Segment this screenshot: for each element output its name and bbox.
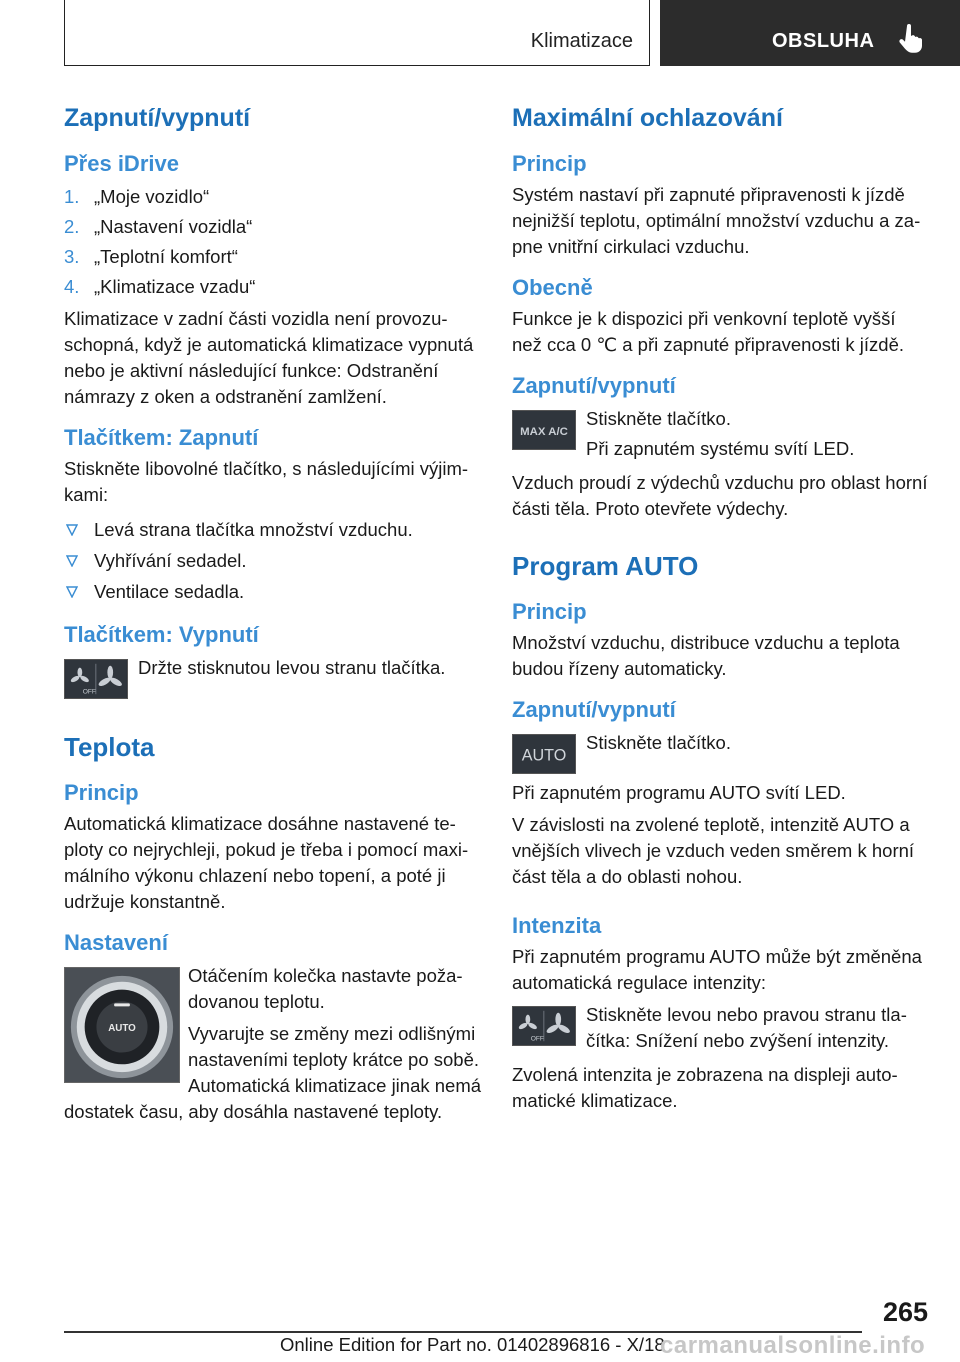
max-ac-note: Vzduch proudí z výdechů vzduchu pro oblast horní části těla. Proto otevřete výdechy. bbox=[512, 472, 928, 519]
max-ac-text-1: Stiskněte tlačítko. bbox=[586, 408, 731, 429]
idrive-steps bbox=[64, 182, 482, 302]
step-item bbox=[64, 182, 482, 212]
heading-idrive: Přes iDrive bbox=[64, 151, 179, 176]
max-cooling-principle-text: Systém nastaví při zapnuté připravenosti k jízdě nejnižší teplotu, optimální množství vzduchu a zapne vnitřní cirkulaci vzduchu. bbox=[512, 184, 921, 257]
button-off-row bbox=[64, 655, 482, 703]
max-ac-text-2: Při zapnutém systému svítí LED. bbox=[586, 438, 855, 459]
heading-auto-program: Program AUTO bbox=[512, 551, 699, 581]
heading-principle: Princip bbox=[512, 151, 587, 176]
step-item bbox=[64, 242, 482, 272]
triangle-bullet-icon bbox=[66, 586, 78, 598]
heading-principle: Princip bbox=[64, 780, 139, 805]
idrive-note: Klimatizace v zadní části vozidla není provozuschopná, když je automatická klimatizace vypnutá nebo je aktivní následující funkce: Odstranění námrazy z oken a odstranění zamlžení. bbox=[64, 308, 474, 407]
max-ac-row bbox=[512, 406, 930, 462]
auto-principle-text: Množství vzduchu, distribuce vzduchu a teplota budou řízeny automaticky. bbox=[512, 632, 900, 679]
fan-button-label: OFF bbox=[530, 1035, 544, 1043]
left-column bbox=[64, 100, 482, 1131]
heading-onoff: Zapnutí/vypnutí bbox=[512, 697, 676, 722]
setting-text-1: Otáčením kolečka nastavte požadovanou teplotu. bbox=[188, 965, 463, 1012]
button-on-text: Stiskněte libovolné tlačítko, s následujícími výjimkami: bbox=[64, 458, 469, 505]
heading-temperature: Teplota bbox=[64, 732, 155, 762]
heading-intensity: Intenzita bbox=[512, 913, 602, 938]
header-chapter-label: OBSLUHA bbox=[772, 30, 875, 52]
header-chapter-tab bbox=[660, 0, 960, 66]
list-item bbox=[64, 514, 482, 545]
step-item bbox=[64, 212, 482, 242]
list-item-text: Vyhřívání sedadel. bbox=[94, 550, 247, 571]
heading-principle: Princip bbox=[512, 599, 587, 624]
step-number: 3. bbox=[64, 246, 80, 267]
hand-pointer-icon bbox=[898, 24, 924, 54]
step-number: 1. bbox=[64, 186, 80, 207]
auto-button-image bbox=[512, 734, 576, 774]
list-item bbox=[64, 576, 482, 607]
button-off-text: Držte stisknutou levou stranu tlačítka. bbox=[138, 657, 446, 678]
knob-auto-label: AUTO bbox=[108, 1022, 136, 1034]
heading-button-on: Tlačítkem: Zapnutí bbox=[64, 425, 259, 450]
fan-button-image bbox=[64, 659, 128, 699]
footer-edition: Online Edition for Part no. 01402896816 - X/18 bbox=[280, 1334, 665, 1355]
heading-onoff: Zapnutí/vypnutí bbox=[64, 104, 251, 132]
max-ac-label: MAX A/C bbox=[520, 425, 568, 438]
list-item bbox=[64, 545, 482, 576]
header-section-title: Klimatizace bbox=[530, 30, 633, 52]
temperature-knob-image bbox=[64, 967, 180, 1083]
step-text: „Nastavení vozidla“ bbox=[94, 216, 253, 237]
max-ac-button-image bbox=[512, 410, 576, 450]
step-text: „Teplotní komfort“ bbox=[94, 246, 238, 267]
step-item bbox=[64, 272, 482, 302]
exceptions-list bbox=[64, 514, 482, 607]
heading-onoff: Zapnutí/vypnutí bbox=[512, 373, 676, 398]
list-item-text: Levá strana tlačítka množství vzduchu. bbox=[94, 519, 413, 540]
step-number: 2. bbox=[64, 216, 80, 237]
fan-button-label: OFF bbox=[82, 688, 96, 696]
setting-text-2: Vyvarujte se změny mezi odlišnými nastaveními teploty krátce po sobě. Automatická klimatizace jinak nemá dostatek času, aby dosáhla nastavené teploty. bbox=[64, 1023, 482, 1122]
footer-watermark: carmanualsonline.info bbox=[660, 1332, 926, 1359]
heading-button-off: Tlačítkem: Vypnutí bbox=[64, 622, 259, 647]
auto-text-1: Stiskněte tlačítko. bbox=[586, 732, 731, 753]
intensity-text: Při zapnutém programu AUTO může být změněna automatická regulace intenzity: bbox=[512, 946, 922, 993]
triangle-bullet-icon bbox=[66, 524, 78, 536]
auto-row bbox=[512, 730, 930, 778]
header-box bbox=[64, 0, 650, 66]
step-number: 4. bbox=[64, 276, 80, 297]
temperature-principle-text: Automatická klimatizace dosáhne nastavené teploty co nejrychleji, pokud je třeba i pomocí maximálního výkonu chlazení nebo topení, a poté ji udržuje konstantně. bbox=[64, 813, 469, 912]
heading-setting: Nastavení bbox=[64, 930, 168, 955]
triangle-bullet-icon bbox=[66, 555, 78, 567]
setting-block bbox=[64, 963, 482, 1125]
general-text: Funkce je k dispozici při venkovní teplotě vyšší než cca 0 ℃ a při zapnuté připravenosti k jízdě. bbox=[512, 308, 905, 355]
heading-max-cooling: Maximální ochlazování bbox=[512, 104, 783, 132]
auto-text-2: Při zapnutém programu AUTO svítí LED. bbox=[512, 782, 846, 803]
heading-general: Obecně bbox=[512, 275, 593, 300]
intensity-note: Zvolená intenzita je zobrazena na displeji automatické klimatizace. bbox=[512, 1064, 898, 1111]
auto-note: V závislosti na zvolené teplotě, intenzitě AUTO a vnějších vlivech je vzduch veden směrem k horní část těla a do oblasti nohou. bbox=[512, 814, 915, 887]
intensity-row bbox=[512, 1002, 930, 1054]
fan-button-image bbox=[512, 1006, 576, 1046]
step-text: „Moje vozidlo“ bbox=[94, 186, 210, 207]
list-item-text: Ventilace sedadla. bbox=[94, 581, 245, 602]
intensity-press-text: Stiskněte levou nebo pravou stranu tlačítka: Snížení nebo zvýšení intenzity. bbox=[586, 1004, 907, 1051]
right-column bbox=[512, 100, 930, 1120]
page-number: 265 bbox=[882, 1297, 928, 1327]
step-text: „Klimatizace vzadu“ bbox=[94, 276, 256, 297]
auto-button-label: AUTO bbox=[521, 746, 567, 765]
